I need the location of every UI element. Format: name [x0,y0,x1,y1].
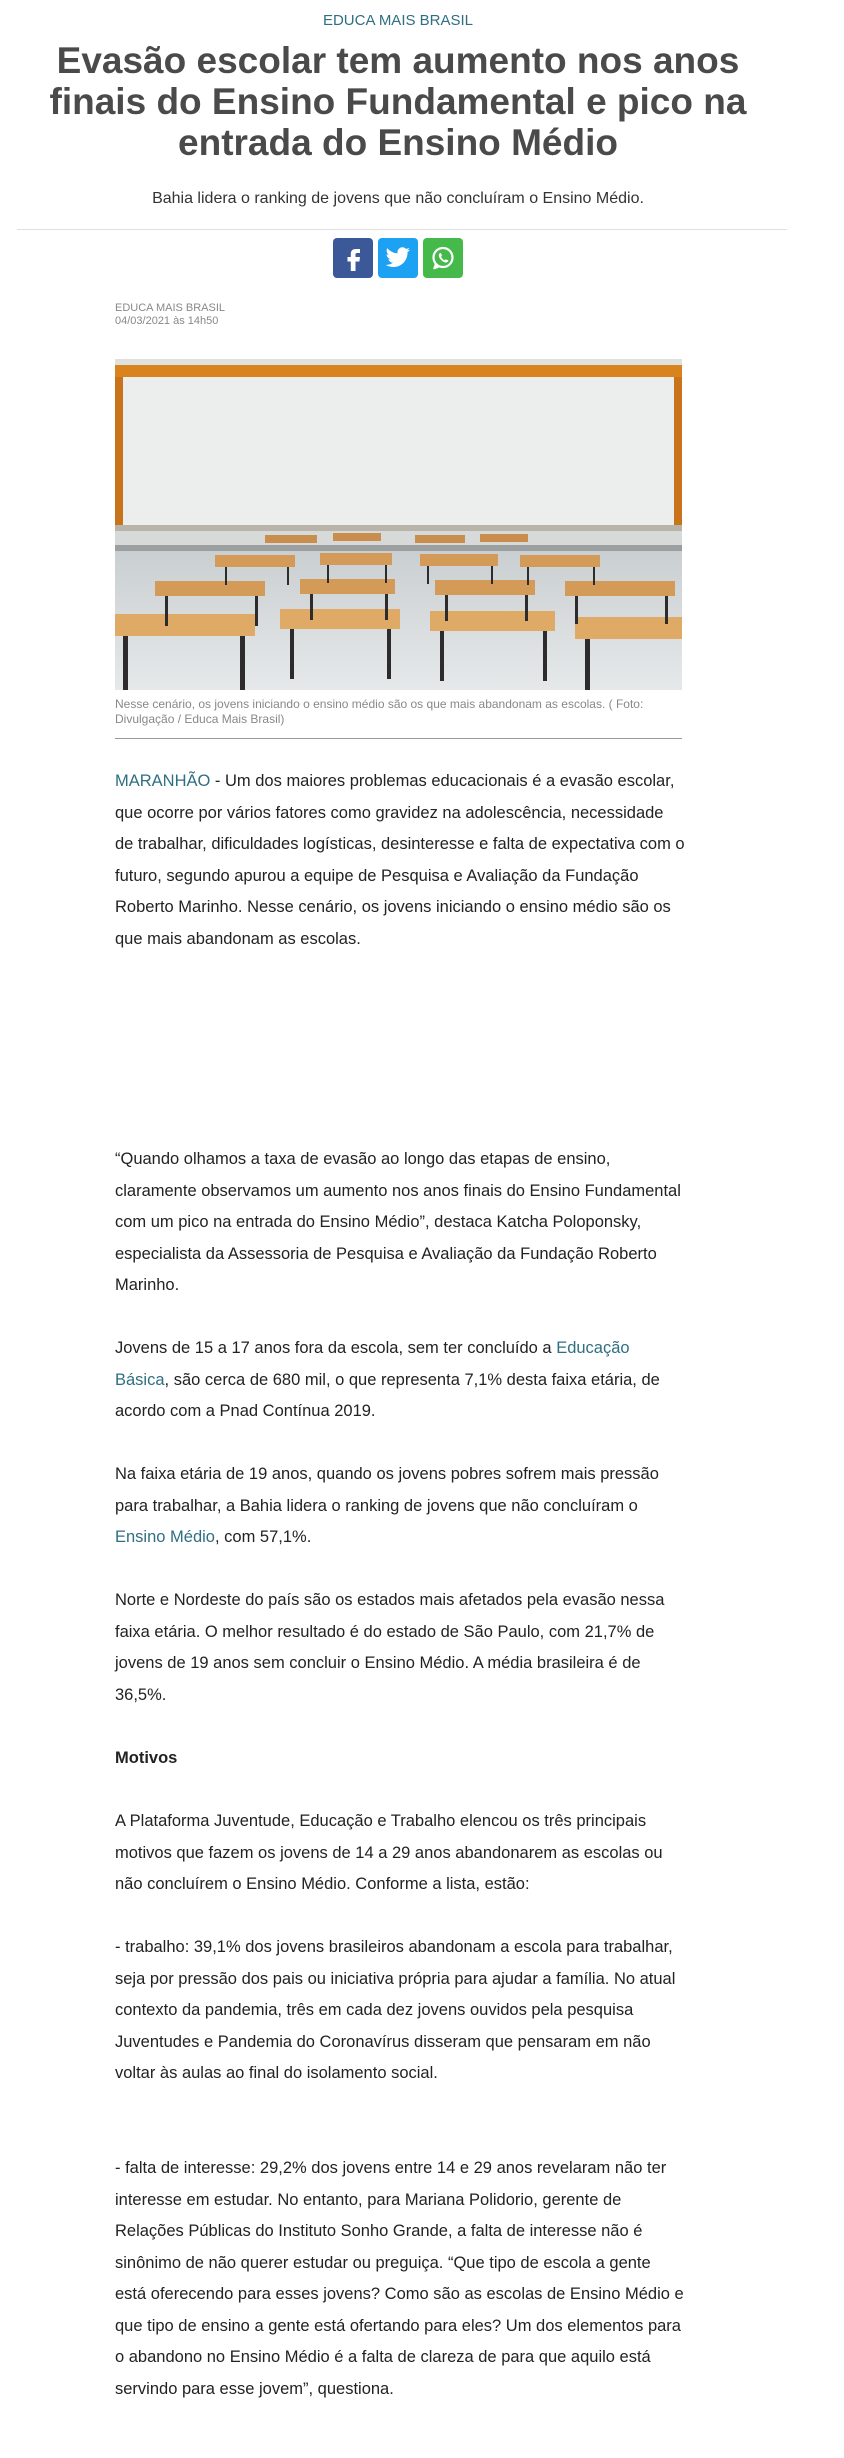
byline-date: 04/03/2021 às 14h50 [115,315,219,327]
educacao-basica-link[interactable]: Educação Básica [115,1339,630,1389]
paragraph-2: “Quando olhamos a taxa de evasão ao longo das etapas de ensino, claramente observamos um aumento nos anos finais do Ensino Fundamental com um pico na entrada do Ensino Médio”, destaca Katcha Poloponsky, especialista da Assessoria de Pesquisa e Avaliação da Fundação Roberto Marinho. [115,1150,681,1294]
byline [115,302,225,328]
paragraph-3 [115,1333,685,1428]
ensino-medio-link[interactable]: Ensino Médio [115,1528,215,1546]
header-divider [17,229,787,230]
location-link[interactable]: MARANHÃO [115,772,211,790]
facebook-icon [342,245,364,271]
section-heading-motivos: Motivos [115,1749,178,1767]
article-image [115,359,682,690]
paragraph-3-text-b: , são cerca de 680 mil, o que representa 7,1% desta faixa etária, de acordo com a Pnad Contínua 2019. [115,1370,660,1420]
share-bar [333,238,463,278]
site-brand[interactable]: EDUCA MAIS BRASIL [322,12,474,29]
paragraph-3-text-a: Jovens de 15 a 17 anos fora da escola, sem ter concluído a [115,1339,557,1357]
byline-author: EDUCA MAIS BRASIL [115,302,226,314]
paragraph-8: - falta de interesse: 29,2% dos jovens entre 14 e 29 anos revelaram não ter interesse em estudar. No entanto, para Mariana Polidorio, gerente de Relações Públicas do Instituto Sonho Grande, a falta de interesse não é sinônimo de não querer estudar ou preguiça. “Que tipo de escola a gente está oferecendo para esses jovens? Como são as escolas de Ensino Médio e que tipo de ensino a gente está ofertando para eles? Um dos elementos para o abandono no Ensino Médio é a falta de clareza de para que aquilo está servindo para esse jovem”, questiona. [115,2159,684,2398]
article-subtitle: Bahia lidera o ranking de jovens que não concluíram o Ensino Médio. [152,190,644,207]
paragraph-4-text-a: Na faixa etária de 19 anos, quando os jovens pobres sofrem mais pressão para trabalhar, a Bahia lidera o ranking de jovens que não concluíram o [115,1465,659,1515]
paragraph-7: - trabalho: 39,1% dos jovens brasileiros abandonam a escola para trabalhar, seja por pressão dos pais ou iniciativa própria para ajudar a família. No atual contexto da pandemia, três em cada dez jovens ouvidos pela pesquisa Juventudes e Pandemia do Coronavírus disseram que pensaram em não voltar às aulas ao final do isolamento social. [115,1938,676,2082]
paragraph-6: A Plataforma Juventude, Educação e Trabalho elencou os três principais motivos que fazem os jovens de 14 a 29 anos abandonarem as escolas ou não concluírem o Ensino Médio. Conforme a lista, estão: [115,1812,663,1893]
twitter-share-button[interactable] [378,238,418,278]
facebook-share-button[interactable] [333,238,373,278]
paragraph-4-text-b: , com 57,1%. [214,1528,312,1546]
whatsapp-share-button[interactable] [423,238,463,278]
twitter-icon [385,247,411,269]
article-title: Evasão escolar tem aumento nos anos finais do Ensino Fundamental e pico na entrada do Ensino Médio [49,40,747,163]
paragraph-1-text: - Um dos maiores problemas educacionais é a evasão escolar, que ocorre por vários fatores como gravidez na adolescência, necessidade de trabalhar, dificuldades logísticas, desinteresse e falta de expectativa com o futuro, segundo apurou a equipe de Pesquisa e Avaliação da Fundação Roberto Marinho. Nesse cenário, os jovens iniciando o ensino médio são os que mais abandonam as escolas. [115,772,685,948]
paragraph-1 [115,766,685,955]
paragraph-4 [115,1459,685,1554]
classroom-photo [115,359,682,690]
paragraph-5: Norte e Nordeste do país são os estados mais afetados pela evasão nessa faixa etária. O melhor resultado é do estado de São Paulo, com 21,7% de jovens de 19 anos sem concluir o Ensino Médio. A média brasileira é de 36,5%. [115,1591,665,1704]
whatsapp-icon [430,245,456,271]
image-caption: Nesse cenário, os jovens iniciando o ensino médio são os que mais abandonam as escolas. ( Foto: Divulgação / Educa Mais Brasil) [115,697,644,726]
caption-divider [115,738,682,739]
